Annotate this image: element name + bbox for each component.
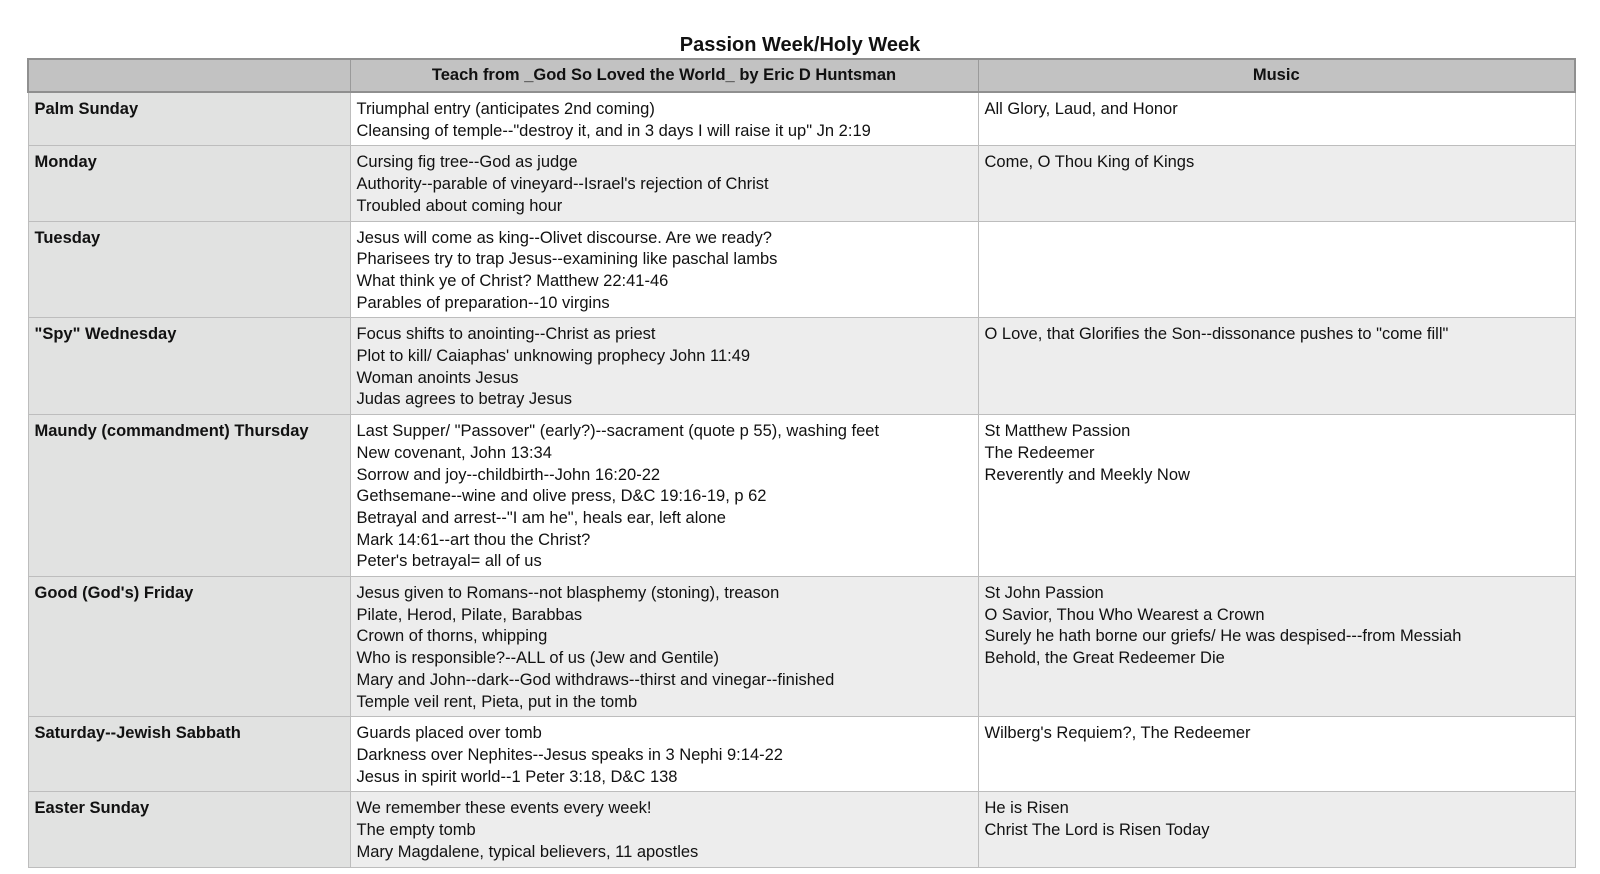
teach-line: Gethsemane--wine and olive press, D&C 19:16-19, p 62 bbox=[356, 487, 767, 506]
teach-line: Pharisees try to trap Jesus--examining like paschal lambs bbox=[356, 250, 778, 269]
teach-line: What think ye of Christ? Matthew 22:41-46 bbox=[356, 271, 669, 290]
day-cell: Saturday--Jewish Sabbath bbox=[28, 717, 350, 792]
day-cell: Easter Sunday bbox=[28, 792, 350, 867]
teach-line: Guards placed over tomb bbox=[356, 724, 542, 743]
music-line: Behold, the Great Redeemer Die bbox=[984, 649, 1225, 668]
table-row bbox=[28, 577, 1575, 717]
music-cell bbox=[978, 415, 1575, 577]
teach-line: Temple veil rent, Pieta, put in the tomb bbox=[356, 692, 638, 711]
teach-line: Focus shifts to anointing--Christ as priest bbox=[356, 325, 656, 344]
music-cell bbox=[978, 792, 1575, 867]
day-cell: "Spy" Wednesday bbox=[28, 318, 350, 415]
table-row bbox=[28, 318, 1575, 415]
table-body bbox=[28, 92, 1575, 867]
teach-cell bbox=[350, 146, 978, 221]
music-cell bbox=[978, 577, 1575, 717]
teach-line: Sorrow and joy--childbirth--John 16:20-22 bbox=[356, 465, 661, 484]
teach-cell bbox=[350, 221, 978, 318]
teach-line: Mark 14:61--art thou the Christ? bbox=[356, 530, 591, 549]
teach-line: Mary and John--dark--God withdraws--thirst and vinegar--finished bbox=[356, 670, 835, 689]
teach-line: Who is responsible?--ALL of us (Jew and Gentile) bbox=[356, 649, 720, 668]
header-row bbox=[28, 59, 1575, 92]
music-line: He is Risen bbox=[984, 799, 1069, 818]
header-teach: Teach from _God So Loved the World_ by Eric D Huntsman bbox=[350, 59, 978, 92]
teach-line: New covenant, John 13:34 bbox=[356, 443, 552, 462]
music-line: Wilberg's Requiem?, The Redeemer bbox=[984, 724, 1251, 743]
teach-line: Woman anoints Jesus bbox=[356, 368, 519, 387]
day-cell: Monday bbox=[28, 146, 350, 221]
music-cell bbox=[978, 221, 1575, 318]
music-line: O Love, that Glorifies the Son--dissonance pushes to "come fill" bbox=[984, 325, 1449, 344]
teach-line: Peter's betrayal= all of us bbox=[356, 552, 542, 571]
teach-line: Cleansing of temple--"destroy it, and in 3 days I will raise it up" Jn 2:19 bbox=[356, 121, 871, 140]
table-row bbox=[28, 92, 1575, 146]
page-title: Passion Week/Holy Week bbox=[679, 34, 921, 56]
teach-line: Betrayal and arrest--"I am he", heals ear, left alone bbox=[356, 508, 726, 527]
music-line: St Matthew Passion bbox=[984, 422, 1131, 441]
teach-line: Jesus in spirit world--1 Peter 3:18, D&C 138 bbox=[356, 767, 678, 786]
teach-cell bbox=[350, 577, 978, 717]
music-line: Christ The Lord is Risen Today bbox=[984, 821, 1210, 840]
teach-line: The empty tomb bbox=[356, 821, 476, 840]
teach-cell bbox=[350, 717, 978, 792]
day-cell: Tuesday bbox=[28, 221, 350, 318]
teach-line: Plot to kill/ Caiaphas' unknowing prophecy John 11:49 bbox=[356, 347, 751, 366]
teach-line: We remember these events every week! bbox=[356, 799, 652, 818]
music-line: O Savior, Thou Who Wearest a Crown bbox=[984, 605, 1265, 624]
teach-line: Judas agrees to betray Jesus bbox=[356, 390, 573, 409]
header-day bbox=[28, 59, 350, 92]
teach-cell bbox=[350, 415, 978, 577]
teach-line: Cursing fig tree--God as judge bbox=[356, 153, 578, 172]
day-cell: Palm Sunday bbox=[28, 92, 350, 146]
table-row bbox=[28, 792, 1575, 867]
music-line: The Redeemer bbox=[984, 443, 1095, 462]
teach-cell bbox=[350, 792, 978, 867]
music-line: Surely he hath borne our griefs/ He was despised---from Messiah bbox=[984, 627, 1462, 646]
teach-line: Authority--parable of vineyard--Israel's rejection of Christ bbox=[356, 175, 769, 194]
table-row bbox=[28, 221, 1575, 318]
teach-cell bbox=[350, 318, 978, 415]
music-line: Come, O Thou King of Kings bbox=[984, 153, 1195, 172]
teach-line: Pilate, Herod, Pilate, Barabbas bbox=[356, 605, 583, 624]
header-music: Music bbox=[978, 59, 1575, 92]
music-line: St John Passion bbox=[984, 584, 1104, 603]
teach-line: Crown of thorns, whipping bbox=[356, 627, 548, 646]
music-cell bbox=[978, 92, 1575, 146]
table-row bbox=[28, 717, 1575, 792]
teach-line: Jesus given to Romans--not blasphemy (stoning), treason bbox=[356, 584, 780, 603]
schedule-table bbox=[27, 58, 1576, 868]
table-row bbox=[28, 146, 1575, 221]
teach-line: Parables of preparation--10 virgins bbox=[356, 293, 610, 312]
teach-line: Darkness over Nephites--Jesus speaks in 3 Nephi 9:14-22 bbox=[356, 745, 783, 764]
teach-line: Last Supper/ "Passover" (early?)--sacrament (quote p 55), washing feet bbox=[356, 422, 880, 441]
day-cell: Maundy (commandment) Thursday bbox=[28, 415, 350, 577]
music-line: All Glory, Laud, and Honor bbox=[984, 100, 1178, 118]
table-row bbox=[28, 415, 1575, 577]
music-line: Reverently and Meekly Now bbox=[984, 465, 1190, 484]
teach-line: Mary Magdalene, typical believers, 11 apostles bbox=[356, 842, 699, 861]
teach-line: Troubled about coming hour bbox=[356, 196, 563, 215]
music-cell bbox=[978, 717, 1575, 792]
teach-line: Jesus will come as king--Olivet discourse. Are we ready? bbox=[356, 228, 772, 247]
music-cell bbox=[978, 146, 1575, 221]
teach-line: Triumphal entry (anticipates 2nd coming) bbox=[356, 100, 655, 118]
day-cell: Good (God's) Friday bbox=[28, 577, 350, 717]
teach-cell bbox=[350, 92, 978, 146]
music-cell bbox=[978, 318, 1575, 415]
